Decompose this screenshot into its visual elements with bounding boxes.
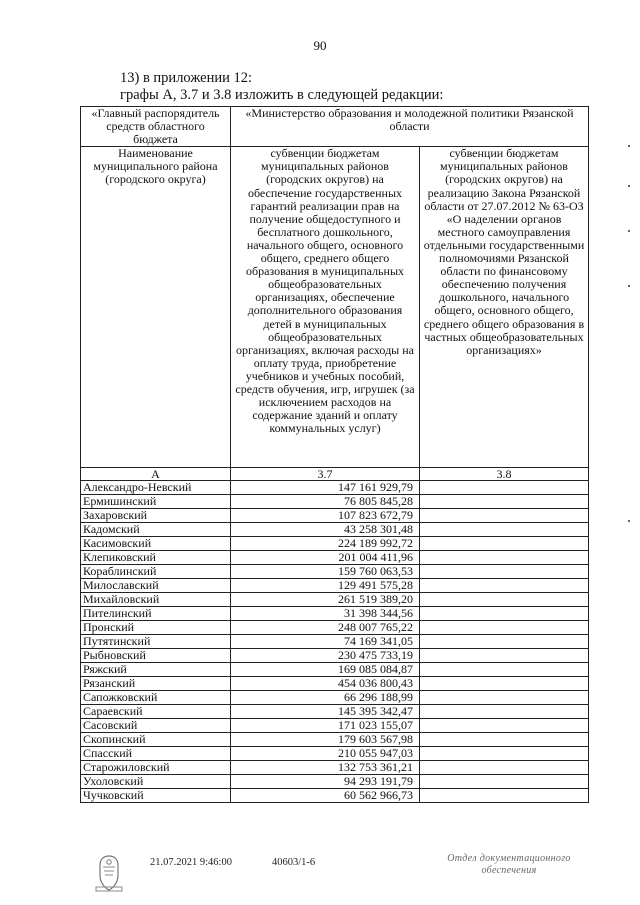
scan-artifact	[628, 185, 630, 187]
footer-date-time: 21.07.2021 9:46:00	[150, 857, 232, 868]
column-numbers-row	[81, 468, 589, 481]
value-3-8	[420, 509, 589, 523]
value-3-8	[420, 761, 589, 775]
table-row	[81, 761, 589, 775]
table-row	[81, 677, 589, 691]
value-3-8	[420, 677, 589, 691]
value-3-7: 201 004 411,96	[231, 551, 420, 565]
value-3-7: 66 296 188,99	[231, 691, 420, 705]
value-3-7: 147 161 929,79	[231, 481, 420, 495]
value-3-7: 159 760 063,53	[231, 565, 420, 579]
value-3-8	[420, 635, 589, 649]
amendment-item: 13) в приложении 12:	[120, 70, 253, 86]
district-name: Рыбновский	[81, 649, 231, 663]
value-3-7: 43 258 301,48	[231, 523, 420, 537]
value-3-7: 169 085 084,87	[231, 663, 420, 677]
table-row	[81, 565, 589, 579]
value-3-8	[420, 551, 589, 565]
value-3-8	[420, 789, 589, 803]
value-3-7: 145 395 342,47	[231, 705, 420, 719]
value-3-8	[420, 705, 589, 719]
value-3-7: 60 562 966,73	[231, 789, 420, 803]
value-3-8	[420, 523, 589, 537]
value-3-7: 31 398 344,56	[231, 607, 420, 621]
district-name: Касимовский	[81, 537, 231, 551]
col-a-title: Наименование муниципального района (городского округа)	[81, 147, 231, 468]
table-row	[81, 705, 589, 719]
table-row	[81, 691, 589, 705]
district-name: Спасский	[81, 747, 231, 761]
value-3-7: 248 007 765,22	[231, 621, 420, 635]
value-3-8	[420, 663, 589, 677]
district-name: Сапожковский	[81, 691, 231, 705]
district-name: Чучковский	[81, 789, 231, 803]
table-row	[81, 481, 589, 495]
table-row	[81, 593, 589, 607]
value-3-7: 210 055 947,03	[231, 747, 420, 761]
table-row	[81, 551, 589, 565]
value-3-7: 179 603 567,98	[231, 733, 420, 747]
district-name: Александро-Невский	[81, 481, 231, 495]
value-3-8	[420, 719, 589, 733]
district-name: Путятинский	[81, 635, 231, 649]
value-3-8	[420, 733, 589, 747]
main-admin-label: «Главный распорядитель средств областного бюджета	[81, 107, 231, 147]
value-3-8	[420, 649, 589, 663]
value-3-8	[420, 747, 589, 761]
table-row	[81, 733, 589, 747]
table-row	[81, 663, 589, 677]
scan-artifact	[628, 230, 630, 232]
district-name: Ухоловский	[81, 775, 231, 789]
value-3-8	[420, 593, 589, 607]
value-3-7: 74 169 341,05	[231, 635, 420, 649]
value-3-8	[420, 565, 589, 579]
stamp-line-1: Отдел документационного	[447, 853, 571, 864]
value-3-7: 76 805 845,28	[231, 495, 420, 509]
value-3-8	[420, 495, 589, 509]
district-name: Пронский	[81, 621, 231, 635]
col-38-title: субвенции бюджетам муниципальных районов (городских округов) на реализацию Закона Рязанской области от 27.07.2012 № 63-ОЗ «О наделении органов местного самоуправления отдельными государственными полномочиями Рязанской области по финансовому обеспечению получения дошкольного, начального общего, основного общего, среднего общего образования в частных общеобразовательных организациях»	[420, 147, 589, 468]
value-3-8	[420, 579, 589, 593]
table-row	[81, 719, 589, 733]
header-admin-row	[81, 107, 589, 147]
district-name: Рязанский	[81, 677, 231, 691]
table-row	[81, 579, 589, 593]
value-3-7: 171 023 155,07	[231, 719, 420, 733]
scan-artifact	[628, 285, 630, 287]
district-name: Захаровский	[81, 509, 231, 523]
district-name: Сараевский	[81, 705, 231, 719]
table-row	[81, 495, 589, 509]
district-name: Скопинский	[81, 733, 231, 747]
table-row	[81, 509, 589, 523]
table-row	[81, 537, 589, 551]
scan-artifact	[628, 520, 630, 522]
value-3-7: 107 823 672,79	[231, 509, 420, 523]
value-3-8	[420, 621, 589, 635]
col-37-number: 3.7	[231, 468, 420, 481]
district-name: Клепиковский	[81, 551, 231, 565]
coat-of-arms-icon	[92, 853, 126, 893]
value-3-7: 94 293 191,79	[231, 775, 420, 789]
value-3-7: 132 753 361,21	[231, 761, 420, 775]
district-name: Кораблинский	[81, 565, 231, 579]
table-row	[81, 523, 589, 537]
value-3-8	[420, 775, 589, 789]
value-3-7: 224 189 992,72	[231, 537, 420, 551]
table-row	[81, 775, 589, 789]
header-columns-row	[81, 147, 589, 468]
department-stamp	[444, 853, 574, 877]
district-name: Ермишинский	[81, 495, 231, 509]
value-3-7: 454 036 800,43	[231, 677, 420, 691]
value-3-8	[420, 607, 589, 621]
district-name: Пителинский	[81, 607, 231, 621]
value-3-8	[420, 537, 589, 551]
footer-doc-number: 40603/1-6	[272, 857, 316, 868]
page-number: 90	[313, 38, 327, 53]
amendment-instruction: графы А, 3.7 и 3.8 изложить в следующей редакции:	[120, 87, 444, 103]
table-row	[81, 635, 589, 649]
table-row	[81, 789, 589, 803]
ministry-name: «Министерство образования и молодежной политики Рязанской области	[231, 107, 589, 147]
appendix-table	[80, 106, 589, 803]
col-38-number: 3.8	[420, 468, 589, 481]
value-3-7: 261 519 389,20	[231, 593, 420, 607]
district-name: Сасовский	[81, 719, 231, 733]
stamp-line-2: обеспечения	[481, 865, 537, 876]
value-3-8	[420, 481, 589, 495]
value-3-7: 129 491 575,28	[231, 579, 420, 593]
district-name: Кадомский	[81, 523, 231, 537]
value-3-7: 230 475 733,19	[231, 649, 420, 663]
col-a-letter: А	[81, 468, 231, 481]
table-row	[81, 621, 589, 635]
table-row	[81, 607, 589, 621]
scan-artifact	[628, 145, 630, 147]
value-3-8	[420, 691, 589, 705]
district-name: Старожиловский	[81, 761, 231, 775]
col-37-title: субвенции бюджетам муниципальных районов (городских округов) на обеспечение государственных гарантий реализации прав на получение общедоступного и бесплатного дошкольного, начального общего, основного общего, среднего общего образования в муниципальных общеобразовательных организациях, обеспечение дополнительного образования детей в муниципальных общеобразовательных организациях, включая расходы на оплату труда, приобретение учебников и учебных пособий, средств обучения, игр, игрушек (за исключением расходов на содержание зданий и оплату коммунальных услуг)	[231, 147, 420, 468]
table-row	[81, 747, 589, 761]
district-name: Михайловский	[81, 593, 231, 607]
district-name: Ряжский	[81, 663, 231, 677]
district-name: Милославский	[81, 579, 231, 593]
table-row	[81, 649, 589, 663]
